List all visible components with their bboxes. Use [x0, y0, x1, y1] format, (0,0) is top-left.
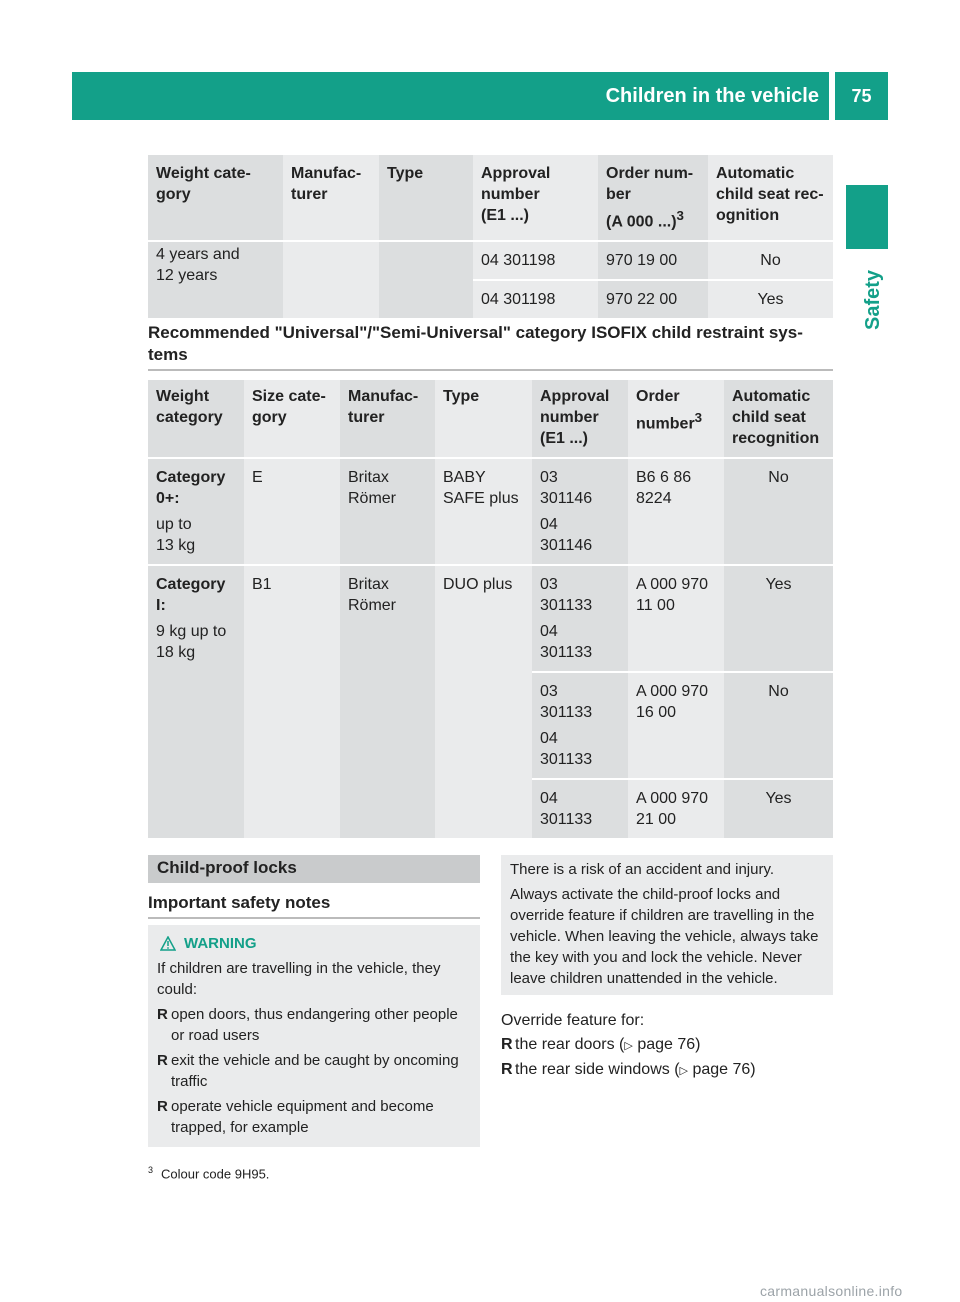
warning-header: [160, 933, 471, 954]
warning-box: [148, 925, 480, 1147]
approval-cell: 03 301133 04 301133: [532, 672, 628, 779]
category-range: 9 kg up to 18 kg: [156, 623, 227, 661]
header-type: Type: [379, 155, 473, 241]
table-row: [148, 241, 833, 280]
header-order-number: Order number$^3$: [628, 380, 724, 458]
order-cell: B6 6 86 8224: [628, 458, 724, 565]
override-feature-section: [501, 1010, 833, 1082]
approval-cell: 04 301198: [473, 241, 598, 280]
manufacturer-cell: Britax Römer: [340, 565, 435, 838]
manufacturer-cell: Britax Römer: [340, 458, 435, 565]
type-cell: DUO plus: [435, 565, 532, 838]
auto-recognition-cell: No: [724, 672, 833, 779]
warning-intro: If children are travelling in the vehicle, they could:: [157, 960, 441, 998]
category-name: Category 0+:: [156, 469, 226, 507]
table-row: [148, 565, 833, 672]
approval-cell: 03 301146 04 301146: [532, 458, 628, 565]
warning-risk-text: There is a risk of an accident and injury.: [510, 861, 775, 878]
approval-cell: 04 301198: [473, 280, 598, 318]
auto-recognition-cell: Yes: [724, 565, 833, 672]
table-row: [148, 458, 833, 565]
important-safety-notes-heading: Important safety notes: [148, 893, 331, 912]
list-item: R operate vehicle equipment and become trapped, for example: [157, 1098, 434, 1136]
side-tab-marker: [846, 185, 888, 249]
order-cell: A 000 970 11 00: [628, 565, 724, 672]
order-cell: A 000 970 21 00: [628, 779, 724, 838]
footnote: $^3$ Colour code 9H95.: [148, 1165, 270, 1182]
header-manufacturer: Manufac- turer: [283, 155, 379, 241]
manufacturer-cell: [283, 241, 379, 318]
page-link-rear-doors[interactable]: page 76): [637, 1036, 701, 1053]
header-type: Type: [435, 380, 532, 458]
list-item: R open doors, thus endangering other people or road users: [157, 1006, 458, 1044]
header-approval-number: Approval number (E1 ...): [532, 380, 628, 458]
header-size-category: Size cate- gory: [244, 380, 340, 458]
footnote-ref: 3: [676, 208, 684, 223]
auto-recognition-cell: No: [724, 458, 833, 565]
warning-advice-text: Always activate the child-proof locks and override feature if children are travelling in the vehicle. When leaving the vehicle, always take the key with you and lock the vehicle. Never leave children unattended in the vehicle.: [510, 886, 819, 987]
page-ref-arrow-icon: ▷: [679, 1065, 688, 1077]
weight-cell: [148, 458, 244, 565]
child-proof-locks-heading: Child-proof locks: [148, 855, 480, 883]
section-divider: [148, 917, 480, 919]
warning-label: WARNING: [184, 935, 257, 952]
header-bar: [72, 72, 829, 120]
header-weight-category: Weight category: [148, 380, 244, 458]
list-item: R the rear side windows (▷ page 76): [501, 1061, 756, 1078]
list-item: R the rear doors (▷ page 76): [501, 1036, 701, 1053]
order-cell: A 000 970 16 00: [628, 672, 724, 779]
section-title: Recommended "Universal"/"Semi-Universal" category ISOFIX child restraint sys- tems: [148, 323, 803, 364]
watermark: carmanualsonline.info: [760, 1283, 903, 1299]
warning-continuation-box: [501, 855, 833, 995]
type-cell: [379, 241, 473, 318]
page-number: 75: [835, 72, 888, 120]
weight-cell: 4 years and 12 years: [148, 241, 283, 318]
approval-cell: 03 301133 04 301133: [532, 565, 628, 672]
page-section-title: Children in the vehicle: [605, 84, 819, 107]
weight-cell: [148, 565, 244, 838]
order-cell: 970 19 00: [598, 241, 708, 280]
table-isofix-seats: [148, 380, 833, 838]
header-approval-number: Approval number (E1 ...): [473, 155, 598, 241]
header-weight-category: Weight cate- gory: [148, 155, 283, 241]
side-section-label: Safety: [862, 269, 884, 330]
category-name: Category I:: [156, 576, 226, 614]
auto-recognition-cell: Yes: [708, 280, 833, 318]
page-ref-arrow-icon: ▷: [624, 1040, 633, 1052]
override-intro: Override feature for:: [501, 1012, 645, 1029]
section-divider: [148, 369, 833, 371]
size-cell: B1: [244, 565, 340, 838]
warning-triangle-icon: [160, 936, 176, 951]
order-cell: 970 22 00: [598, 280, 708, 318]
page-link-rear-side-windows[interactable]: page 76): [692, 1061, 756, 1078]
auto-recognition-cell: Yes: [724, 779, 833, 838]
header-automatic-recognition: Automatic child seat rec- ognition: [708, 155, 833, 241]
size-cell: E: [244, 458, 340, 565]
auto-recognition-cell: No: [708, 241, 833, 280]
type-cell: BABY SAFE plus: [435, 458, 532, 565]
table-booster-seats: [148, 155, 833, 318]
approval-cell: 04 301133: [532, 779, 628, 838]
category-range: up to 13 kg: [156, 516, 196, 554]
header-automatic-recognition: Automatic child seat recognition: [724, 380, 833, 458]
footnote-ref: 3: [694, 410, 703, 425]
header-manufacturer: Manufac- turer: [340, 380, 435, 458]
list-item: R exit the vehicle and be caught by oncoming traffic: [157, 1052, 459, 1090]
header-order-number: Order num- ber (A 000 ...)$^3$: [598, 155, 708, 241]
